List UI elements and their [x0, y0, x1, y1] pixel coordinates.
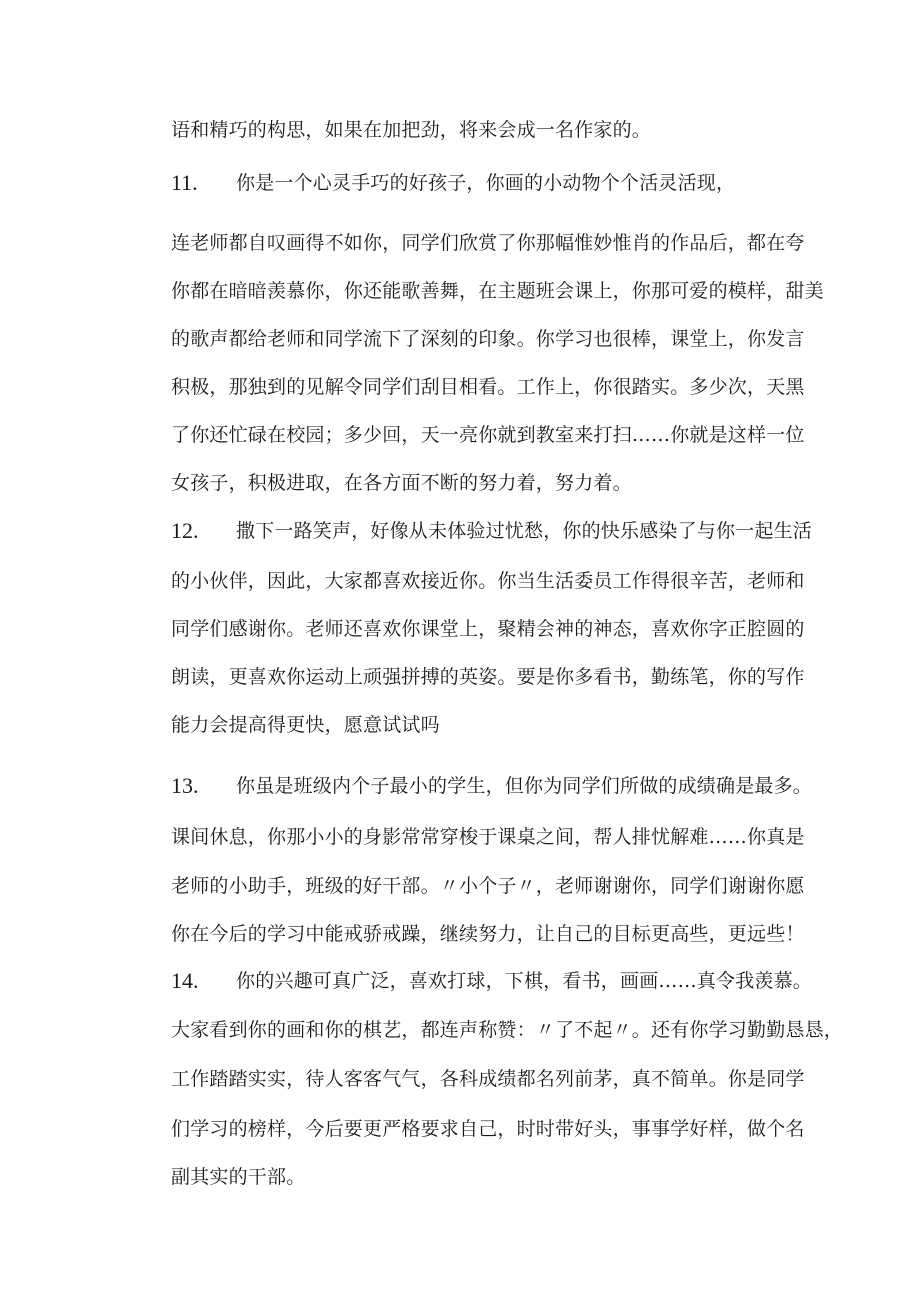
entry-11-line: 了你还忙碌在校园；多少回，天一亮你就到教室来打扫……你就是这样一位 — [171, 424, 805, 446]
entry-12-line: 的小伙伴，因此，大家都喜欢接近你。你当生活委员工作得很辛苦，老师和 — [171, 570, 805, 592]
entry-12-line: 同学们感谢你。老师还喜欢你课堂上，聚精会神的神态，喜欢你字正腔圆的 — [171, 618, 805, 640]
entry-12-line: 朗读，更喜欢你运动上顽强拼搏的英姿。要是你多看书，勤练笔，你的写作 — [171, 666, 805, 688]
entry-11-line: 的歌声都给老师和同学流下了深刻的印象。你学习也很棒，课堂上，你发言 — [171, 328, 805, 350]
entry-11-line: 你都在暗暗羡慕你，你还能歌善舞，在主题班会课上，你那可爱的模样，甜美 — [171, 280, 824, 302]
entry-11-line: 积极，那独到的见解令同学们刮目相看。工作上，你很踏实。多少次，天黑 — [171, 376, 805, 398]
entry-11-line: 你是一个心灵手巧的好孩子，你画的小动物个个活灵活现， — [236, 172, 736, 194]
intro-line: 语和精巧的构思，如果在加把劲，将来会成一名作家的。 — [171, 119, 652, 141]
entry-14-line: 你的兴趣可真广泛，喜欢打球，下棋，看书，画画……真令我羡慕。 — [236, 970, 813, 992]
entry-14-line: 大家看到你的画和你的棋艺，都连声称赞：〃了不起〃。还有你学习勤勤恳恳， — [171, 1019, 844, 1041]
entry-number-12: 12. — [171, 518, 199, 543]
entry-14-line: 副其实的干部。 — [171, 1166, 306, 1188]
entry-12-line: 能力会提高得更快，愿意试试吗 — [171, 714, 440, 736]
entry-12-line: 撒下一路笑声，好像从未体验过忧愁，你的快乐感染了与你一起生活 — [236, 520, 813, 542]
entry-13-line: 老师的小助手，班级的好干部。〃小个子〃，老师谢谢你，同学们谢谢你愿 — [171, 875, 805, 897]
entry-14-line: 们学习的榜样，今后要更严格要求自己，时时带好头，事事学好样，做个名 — [171, 1118, 805, 1140]
entry-13-line: 你虽是班级内个子最小的学生，但你为同学们所做的成绩确是最多。 — [236, 775, 813, 797]
entry-13-line: 课间休息，你那小小的身影常常穿梭于课桌之间，帮人排忧解难……你真是 — [171, 826, 805, 848]
entry-14-line: 工作踏踏实实，待人客客气气，各科成绩都名列前茅，真不简单。你是同学 — [171, 1068, 805, 1090]
entry-number-14: 14. — [171, 968, 199, 993]
entry-number-13: 13. — [171, 773, 199, 798]
entry-11-line: 女孩子，积极进取，在各方面不断的努力着，努力着。 — [171, 472, 632, 494]
entry-number-11: 11. — [171, 170, 198, 195]
entry-13-line: 你在今后的学习中能戒骄戒躁，继续努力，让自己的目标更高些，更远些！ — [171, 923, 805, 945]
entry-11-line: 连老师都自叹画得不如你，同学们欣赏了你那幅惟妙惟肖的作品后，都在夸 — [171, 232, 805, 254]
